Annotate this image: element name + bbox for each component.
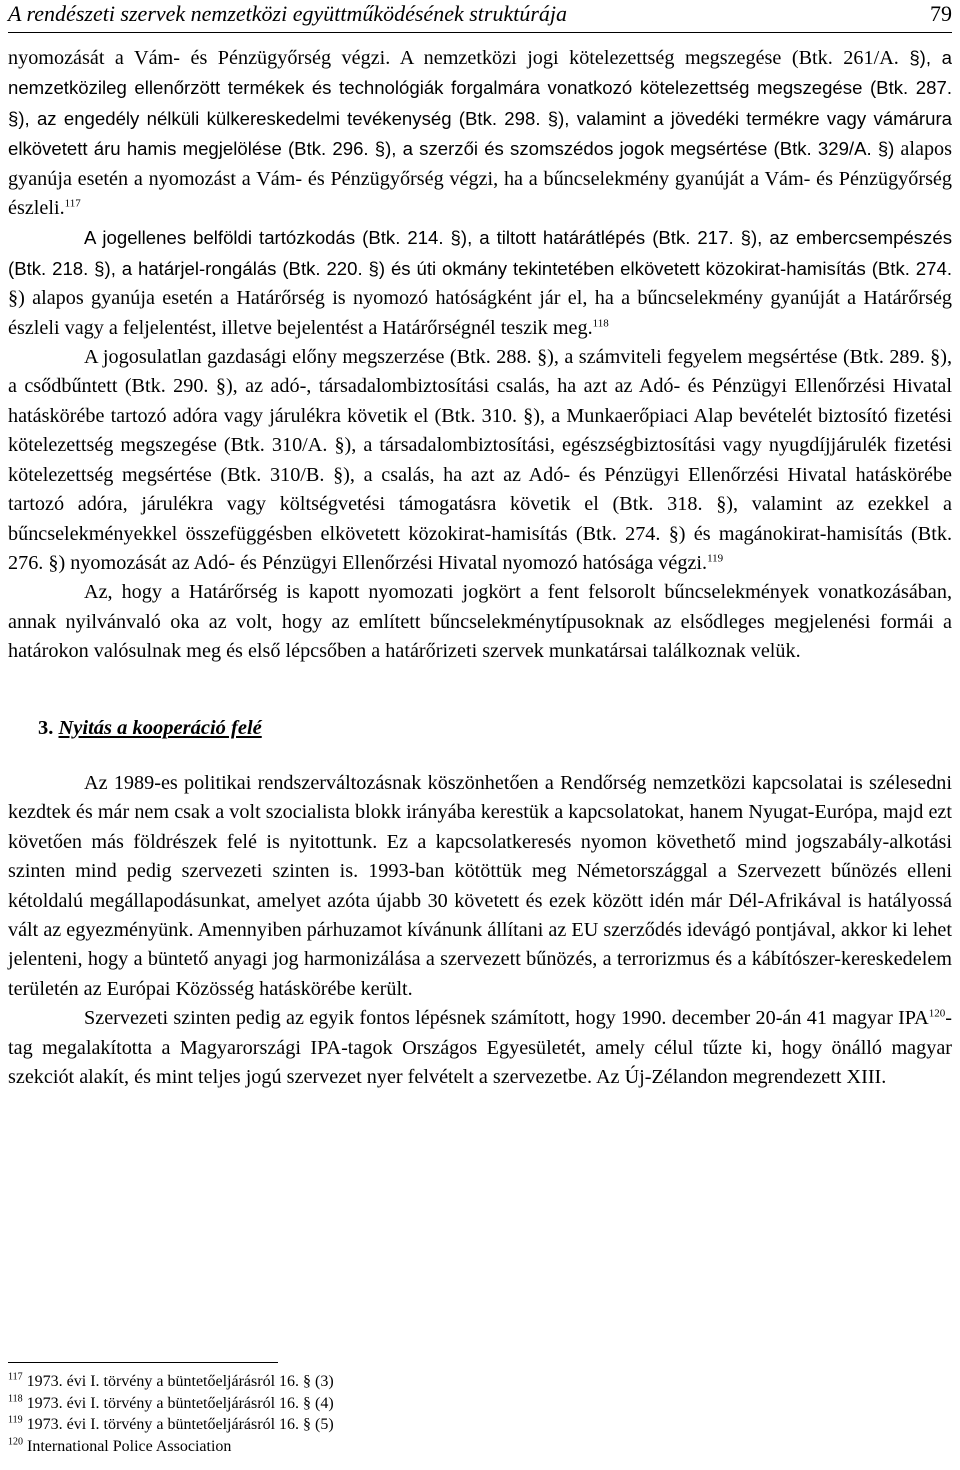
paragraph-4 [8, 578, 952, 666]
page-body [8, 43, 952, 1092]
paragraph-1-text-a: nyomozását a Vám- és Pénzügyőrség végzi. A nemzetközi jogi kötelezettség megszegése (Btk. 261/A. [8, 47, 910, 69]
footnote-ref-118[interactable]: 118 [592, 316, 609, 329]
paragraph-4-text: Az, hogy a Határőrség is kapott nyomozati jogkört a fent felsorolt bűncselekmények vonatkozásában, annak nyilvánvaló oka az volt, hogy az említett bűncselekménytípusoknak az elsődleges megjelenési formái a határokon valósulnak meg és első lépcsőben a határőrizeti szervek munkatársai találkoznak velük. [8, 581, 952, 663]
footnote-ref-119[interactable]: 119 [707, 552, 724, 565]
footnote-number: 118 [8, 1393, 23, 1405]
footnote-117 [8, 1371, 952, 1393]
footnote-text: International Police Association [27, 1437, 232, 1455]
footnote-119 [8, 1414, 952, 1436]
footnote-120 [8, 1436, 952, 1458]
footnote-divider [8, 1362, 278, 1363]
footnote-number: 117 [8, 1371, 23, 1383]
footnote-number: 119 [8, 1414, 23, 1426]
footnote-ref-120[interactable]: 120 [928, 1007, 946, 1020]
running-header-title: A rendészeti szervek nemzetközi együttműködésének struktúrája [8, 1, 568, 26]
footnote-text: 1973. évi I. törvény a büntetőeljárásról 16. § (3) [26, 1373, 334, 1390]
paragraph-6-text-a: Szervezeti szinten pedig az egyik fontos lépésnek számított, hogy 1990. december 20-án 41 magyar IPA [84, 1007, 929, 1030]
footnote-text: 1973. évi I. törvény a büntetőeljárásról 16. § (4) [26, 1394, 334, 1412]
page-number: 79 [930, 1, 952, 26]
paragraph-3-text: A jogosulatlan gazdasági előny megszerzése (Btk. 288. §), a számviteli fegyelem megsértése (Btk. 289. §), a csődbűntett (Btk. 290. §), az adó-, társadalombiztosítási csalás, ha azt az Adó- és Pénzügyi Ellenőrzési Hivatal hatáskörébe tartozó adóra vagy járulékra követik el (Btk. 310. §), a Munkaerőpiaci Alap bevételét biztosító fizetési kötelezettség megszegése (Btk. 310/A. §), a társadalombiztosítási, egészségbiztosítási vagy nyugdíjjárulék fizetési kötelezettség megsértése (Btk. 310/B. §), a csalás, ha azt az Adó- és Pénzügyi Ellenőrzési Hivatal hatáskörébe tartozó adóra, járulékra vagy költségvetési támogatásra követik el (Btk. 318. §), valamint az ezekkel a bűncselekményekkel összefüggésben elkövetett közokirat-hamisítás (Btk. 274. §) és magánokirat-hamisítás (Btk. 276. §) nyomozását az Adó- és Pénzügyi Ellenőrzési Hivatal nyomozó hatósága végzi. [8, 346, 952, 574]
paragraph-5-text: Az 1989-es politikai rendszerváltozásnak köszönhetően a Rendőrség nemzetközi kapcsolatai is szélesedni kezdtek és már nem csak a volt szocialista blokk irányába kerestük a kapcsolatokat, hanem Nyugat-Európa, majd ezt követően más földrészek felé is nyitottunk. Ez a kapcsolatkeresés nyomon követhető mind jogszabály-alkotási szinten mind pedig szervezeti szinten is. 1993-ban kötöttük meg Németországgal a Szervezett bűnözés elleni kétoldalú megállapodásunkat, amelyet azóta újabb 30 követett és ezek között idén már Dél-Afrikával is hatályossá vált az egyezményünk. Amennyiben párhuzamot kívánunk állítani az EU szerződés idevágó pontjával, akkor ki lehet jelenteni, hogy a büntető anyagi jog harmonizálása a szervezett bűnözés, a terrorizmus és a kábítószer-kereskedelem területén az Európai Közösség hatáskörébe került. [8, 771, 953, 1000]
section-title: Nyitás a kooperáció felé [58, 716, 262, 739]
paragraph-2 [8, 223, 952, 343]
running-header [8, 0, 952, 33]
paragraph-2-text: §) alapos gyanúja esetén a Határőrség is nyomozó hatóságként jár el, ha a bűncselekmény gyanúját a Határőrség észleli vagy a feljelentést, illetve bejelentést a Határőrségnél teszik meg. [8, 287, 952, 339]
paragraph-2-statute-list: A jogellenes belföldi tartózkodás (Btk. 214. §), a tiltott határátlépés (Btk. 217. §), az embercsempészés (Btk. 218. §), a határjel-rongálás (Btk. 220. §) és úti okmány tekintetében elkövetett közokirat-hamisítás (Btk. 274. [8, 227, 952, 279]
footnote-ref-117[interactable]: 117 [64, 197, 81, 210]
footnote-number: 120 [8, 1436, 23, 1448]
paragraph-1-statute-list: §), a nemzetközileg ellenőrzött termékek és technológiák forgalmára vonatkozó kötelezettség megszegése (Btk. 287. §), az engedély nélküli külkereskedelmi tevékenység (Btk. 298. §), valamint a jövedéki termékre vagy vámárura elkövetett áru hamis megjelölése (Btk. 296. §), a szerzői és szomszédos jogok megsértése (Btk. 329/A. §) [8, 47, 952, 160]
section-number: 3. [38, 716, 54, 739]
paragraph-5 [8, 769, 952, 1004]
footnotes [8, 1362, 952, 1457]
paragraph-6 [8, 1004, 952, 1092]
paragraph-6-text-b: -tag megalakította a Magyarországi IPA-tagok Országos Egyesületét, amely célul tűzte ki, hogy önálló magyar szekciót alakít, és mint teljes jogú szervezet nyer felvételt a szervezetbe. Az Új-Zélandon megrendezett XIII. [8, 1007, 952, 1088]
paragraph-3 [8, 343, 952, 578]
spacer [8, 667, 952, 696]
paragraph-1-text-b: alapos gyanúja esetén a nyomozást a Vám- és Pénzügyőrség végzi, ha a bűncselekmény gyanúját a Vám- és Pénzügyőrség észleli. [8, 138, 953, 220]
footnote-text: 1973. évi I. törvény a büntetőeljárásról 16. § (5) [26, 1416, 334, 1434]
paragraph-1 [8, 43, 952, 223]
section-heading [38, 714, 952, 743]
footnote-118 [8, 1393, 952, 1415]
